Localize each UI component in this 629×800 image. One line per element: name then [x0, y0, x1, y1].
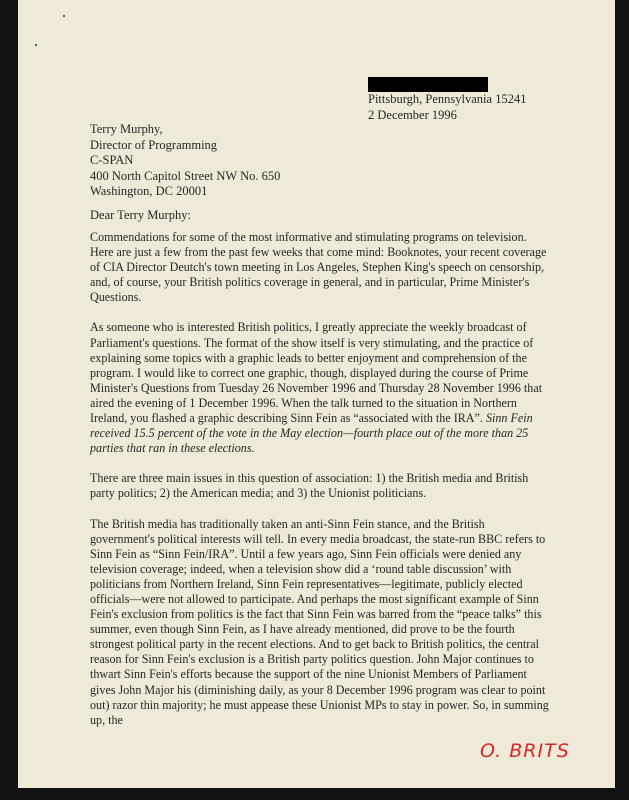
letter-page — [18, 0, 615, 788]
paragraph-graphic-correction — [90, 320, 550, 456]
speck-mark — [63, 15, 65, 17]
recipient-address — [90, 122, 280, 200]
redaction-bar — [368, 77, 488, 92]
handwritten-signature: O. BRITS — [480, 740, 570, 762]
recipient-title: Director of Programming — [90, 137, 218, 152]
recipient-name: Terry Murphy, — [90, 122, 163, 136]
recipient-street: 400 North Capitol Street NW No. 650 — [90, 168, 281, 183]
recipient-city: Washington, DC 20001 — [90, 184, 208, 198]
paragraph-three-issues: There are three main issues in this question of association: 1) the British media and British party politics; 2) the American media; and 3) the Unionist politicians. — [90, 471, 529, 501]
italic-election-note: Sinn Fein received 15.5 percent of the vote in the May election—fourth place out of the more than 25 parties that ran in these elections. — [90, 411, 533, 456]
salutation: Dear Terry Murphy: — [90, 208, 191, 222]
letter-body — [90, 230, 550, 743]
recipient-organization: C-SPAN — [90, 153, 134, 167]
sender-city-line: Pittsburgh, Pennsylvania 15241 — [368, 92, 527, 106]
speck-mark — [35, 44, 37, 46]
sender-address — [368, 92, 526, 123]
letter-date: 2 December 1996 — [368, 107, 457, 122]
paragraph-graphic-text: As someone who is interested British politics, I greatly appreciate the weekly broadcast of Parliament's questions. The format of the show itself is very stimulating, and the practice of explaining some topics with a graphic leads to better enjoyment and comprehension of the program. I would like to correct one graphic, though, displayed during the course of Prime Minister's Questions from Tuesday 26 November 1996 and Thursday 28 November 1996 that aired the evening of 1 December 1996. When the talk turned to the situation in Northern Ireland, you flashed a graphic describing Sinn Fein as “associated with the IRA”. — [90, 320, 543, 426]
paragraph-commendations: Commendations for some of the most informative and stimulating programs on television. Here are just a few from the past few weeks that come mind: Booknotes, your recent coverage of CIA Director Deutch's town meeting in Los Angeles, Stephen King's speech on censorship, and, of course, your British politics coverage in general, and in particular, Prime Minister's Questions. — [90, 230, 547, 305]
paragraph-british-media: The British media has traditionally taken an anti-Sinn Fein stance, and the British government's political interests will tell. In every media broadcast, the state-run BBC refers to Sinn Fein as “Sinn Fein/IRA”. Until a few years ago, Sinn Fein officials were denied any television coverage; indeed, when a television show did a ‘round table discussion’ with politicians from Northern Ireland, Sinn Fein representatives—legitimate, publicly elected officials—were not allowed to participate. And perhaps the most significant example of Sinn Fein's exclusion from politics is the fact that Sinn Fein was barred from the “peace talks” this summer, even though Sinn Fein, as I have already mentioned, did prove to be the fourth strongest political party in the recent elections. And to get back to British politics, the central reason for Sinn Fein's exclusion is a British party politics question. John Major continues to thwart Sinn Fein's efforts because the support of the nine Unionist Members of Parliament gives John Major his (diminishing daily, as your 8 December 1996 program was clear to point out) razor thin majority; he must appease these Unionist MPs to stay in power. So, in summing up, the — [90, 516, 549, 727]
